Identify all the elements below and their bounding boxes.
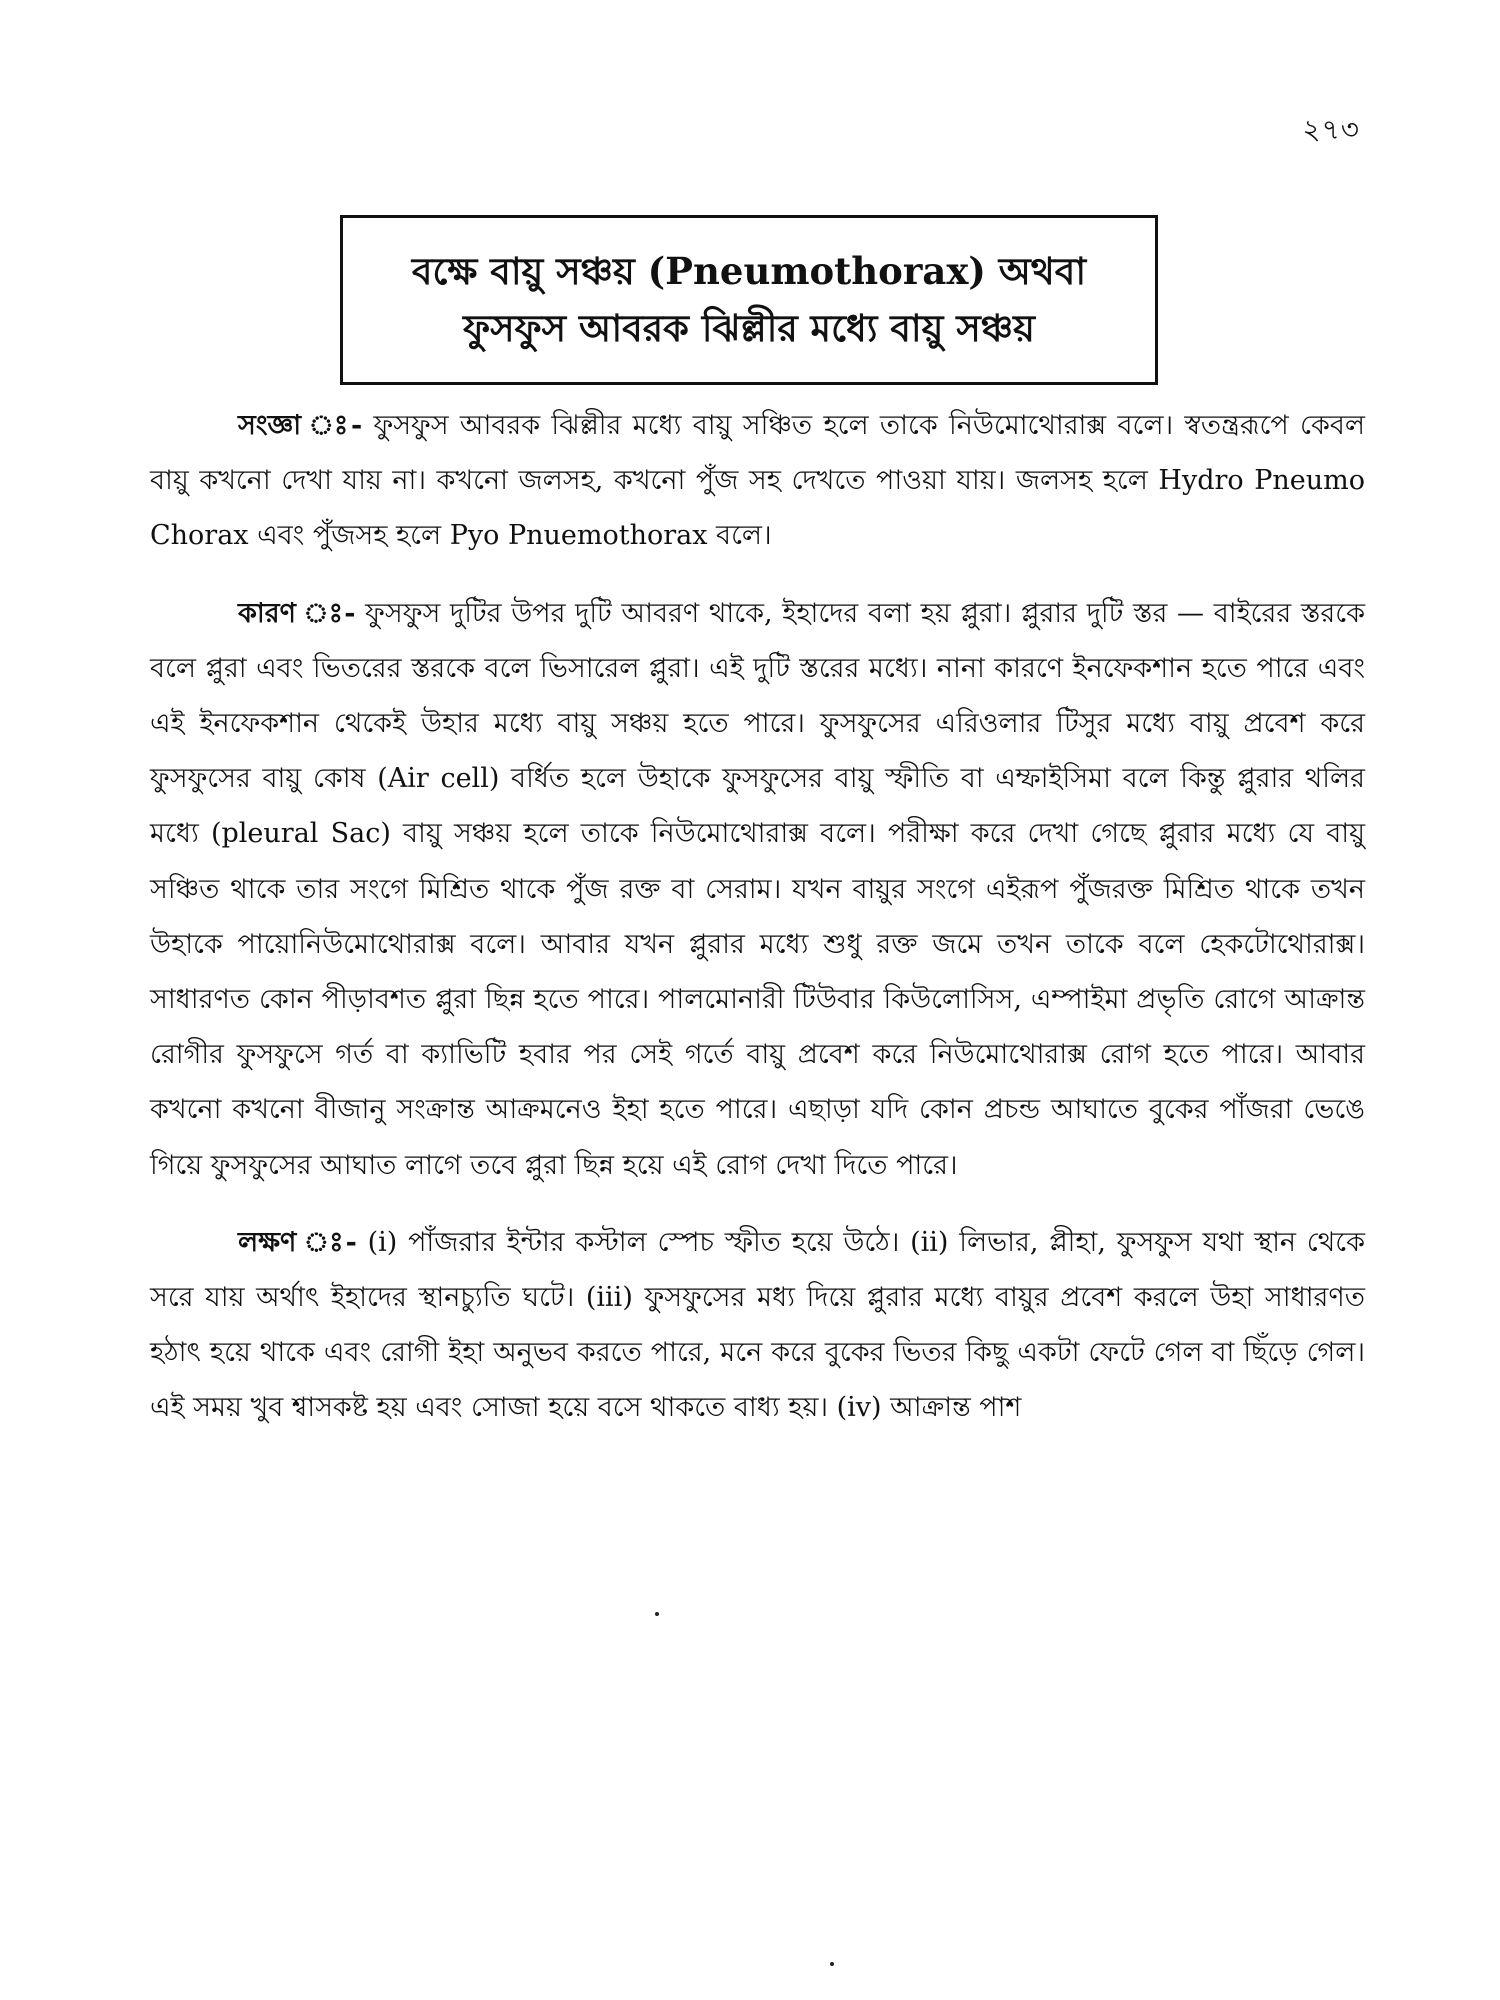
chapter-title-line-1: বক্ষে বায়ু সঞ্চয় (Pneumothorax) অথবা: [411, 249, 1087, 294]
page-number: ২৭৩: [1302, 113, 1360, 146]
symptoms-paragraph: [150, 1215, 1365, 1436]
cause-paragraph: [150, 586, 1365, 1193]
chapter-title-line-2: ফুসফুস আবরক ঝিল্লীর মধ্যে বায়ু সঞ্চয়: [463, 306, 1035, 350]
cause-text: ফুসফুস দুটির উপর দুটি আবরণ থাকে, ইহাদের বলা হয় প্লুরা। প্লুরার দুটি স্তর — বাইরের স্তরকে বলে প্লুরা এবং ভিতরের স্তরকে বলে ভিসারেল প্লুরা। এই দুটি স্তরের মধ্যে। নানা কারণে ইনফেকশান হতে পারে এবং এই ইনফেকশান থেকেই উহার মধ্যে বায়ু সঞ্চয় হতে পারে। ফুসফুসের এরিওলার টিসুর মধ্যে বায়ু প্রবেশ করে ফুসফুসের বায়ু কোষ (Air cell) বর্ধিত হলে উহাকে ফুসফুসের বায়ু স্ফীতি বা এম্ফাইসিমা বলে কিন্তু প্লুরার থলির মধ্যে (pleural Sac) বায়ু সঞ্চয় হলে তাকে নিউমোথোরাক্স বলে। পরীক্ষা করে দেখা গেছে প্লুরার মধ্যে যে বায়ু সঞ্চিত থাকে তার সংগে মিশ্রিত থাকে পুঁজ রক্ত বা সেরাম। যখন বায়ুর সংগে এইরূপ পুঁজরক্ত মিশ্রিত থাকে তখন উহাকে পায়োনিউমোথোরাক্স বলে। আবার যখন প্লুরার মধ্যে শুধু রক্ত জমে তখন তাকে বলে হেকটোথোরাক্স। সাধারণত কোন পীড়াবশত প্লুরা ছিন্ন হতে পারে। পালমোনারী টিউবার কিউলোসিস, এম্পাইমা প্রভৃতি রোগে আক্রান্ত রোগীর ফুসফুসে গর্ত বা ক্যাভিটি হবার পর সেই গর্তে বায়ু প্রবেশ করে নিউমোথোরাক্স রোগ হতে পারে। আবার কখনো কখনো বীজানু সংক্রান্ত আক্রমনেও ইহা হতে পারে। এছাড়া যদি কোন প্রচন্ড আঘাতে বুকের পাঁজরা ভেঙে গিয়ে ফুসফুসের আঘাত লাগে তবে প্লুরা ছিন্ন হয়ে এই রোগ দেখা দিতে পারে।: [150, 597, 1365, 1181]
cause-label: কারণ ঃ-: [238, 597, 356, 629]
print-speck: [830, 1962, 834, 1966]
chapter-title-box: [340, 215, 1158, 385]
definition-paragraph: [150, 398, 1365, 564]
symptoms-text: (i) পাঁজরার ইন্টার কস্টাল স্পেচ স্ফীত হয়ে উঠে। (ii) লিভার, প্লীহা, ফুসফুস যথা স্থান থেকে সরে যায় অর্থাৎ ইহাদের স্থানচ্যুতি ঘটে। (iii) ফুসফুসের মধ্য দিয়ে প্লুরার মধ্যে বায়ুর প্রবেশ করলে উহা সাধারণত হঠাৎ হয়ে থাকে এবং রোগী ইহা অনুভব করতে পারে, মনে করে বুকের ভিতর কিছু একটা ফেটে গেল বা ছিঁড়ে গেল। এই সময় খুব শ্বাসকষ্ট হয় এবং সোজা হয়ে বসে থাকতে বাধ্য হয়। (iv) আক্রান্ত পাশ: [150, 1226, 1365, 1424]
print-speck: [655, 1612, 659, 1616]
definition-text: ফুসফুস আবরক ঝিল্লীর মধ্যে বায়ু সঞ্চিত হলে তাকে নিউমোথোরাক্স বলে। স্বতন্ত্ররূপে কেবল বায়ু কখনো দেখা যায় না। কখনো জলসহ, কখনো পুঁজ সহ দেখতে পাওয়া যায়। জলসহ হলে Hydro Pneumo Chorax এবং পুঁজসহ হলে Pyo Pnuemothorax বলে।: [150, 410, 1365, 552]
page-body: [150, 398, 1365, 1450]
symptoms-label: লক্ষণ ঃ-: [238, 1226, 357, 1258]
definition-label: সংজ্ঞা ঃ-: [238, 410, 363, 441]
